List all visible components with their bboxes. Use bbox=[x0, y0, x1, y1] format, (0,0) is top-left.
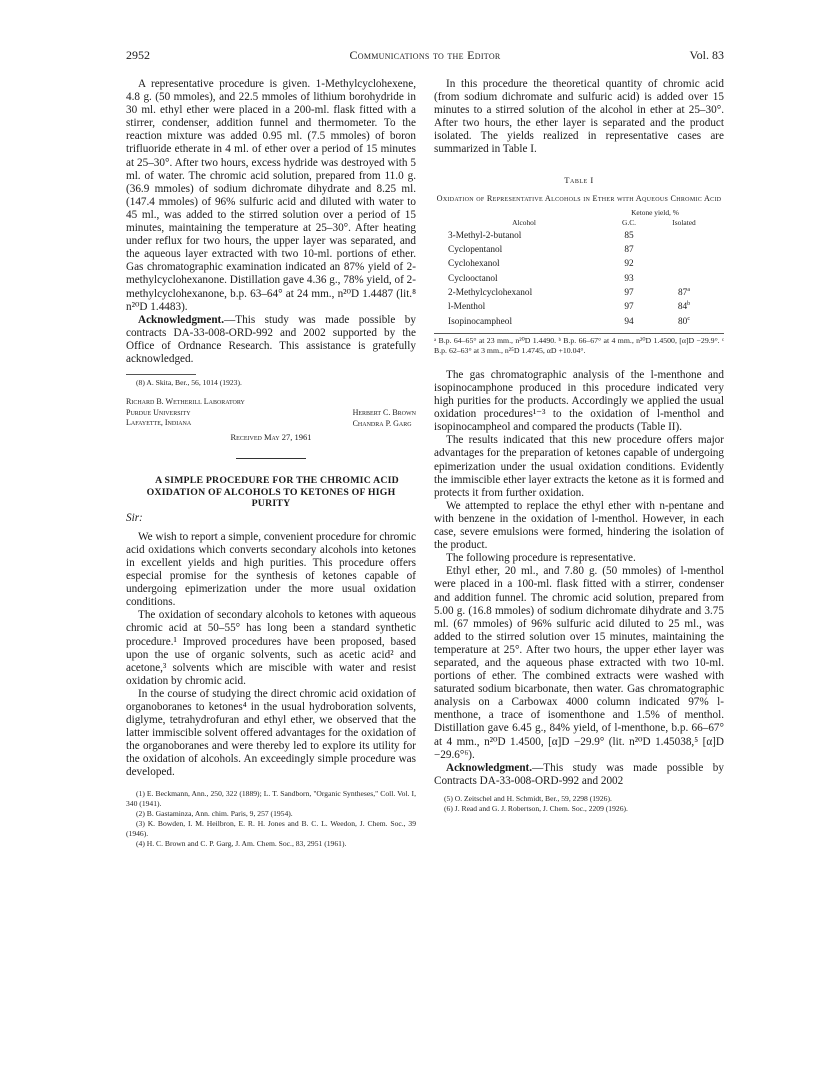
page-header bbox=[126, 48, 724, 64]
procedure-paragraph: A representative procedure is given. 1-Methylcyclohexene, 4.8 g. (50 mmoles), and 22.5 mmoles of lithium borohydride in 30 ml. ethyl ether were placed in a 200-ml. flask fitted with a stirrer, condenser, addition funnel and thermometer. To the reaction mixture was added 0.95 ml. (7.5 mmoles) of boron trifluoride etherate in 4 ml. of ether over a period of 15 minutes at 25–30°. After two hours, excess hydride was destroyed with 5 ml. of water. The chromic acid solution, prepared from 11.0 g. (36.9 mmoles) of sodium dichromate dihydrate and 8.25 ml. (147.4 mmoles) of 96% sulfuric acid and diluted with water to 45 ml., was added to the stirred solution over a period of 15 minutes, maintaining the temperature at 25–30°. After heating under reflux for two hours, the upper layer was separated, and the aqueous layer extracted with two 10-ml. portions of ether. Gas chromatographic examination indicated an 87% yield of 2-methylcyclohexanone. Distillation gave 4.36 g., 78% yield, of 2-methylcyclohexanone, b.p. 63–64° at 24 mm., n²⁰D 1.4487 (lit.⁸ n²⁰D 1.4483). bbox=[126, 78, 416, 313]
cell-isolated-yield bbox=[658, 315, 710, 329]
results-paragraph: The results indicated that this new procedure offers major advantages for the preparation of ketones capable of undergoing epimerization under the usual oxidation conditions. Evidently the immiscible ether layer extracts the ketone as it is formed and protects it from further oxidation. bbox=[434, 434, 724, 499]
article-title: A SIMPLE PROCEDURE FOR THE CHROMIC ACID OXIDATION OF ALCOHOLS TO KETONES OF HIGH PURITY bbox=[146, 475, 399, 510]
footnote-2: (2) B. Gastaminza, Ann. chim. Paris, 9, 257 (1954). bbox=[136, 808, 293, 818]
cell-isolated-yield bbox=[658, 243, 710, 257]
background-paragraph: The oxidation of secondary alcohols to ketones with aqueous chromic acid at 50–55° has long been a standard synthetic procedure.¹ Improved procedures have been proposed, based upon the use of organic solvents, such as acetic acid² and acetone,³ solvents which are miscible with water and resist oxidation by chromic acid. bbox=[126, 609, 416, 687]
right-column bbox=[434, 78, 724, 814]
footnotes-right bbox=[434, 794, 724, 814]
address-city: Lafayette, Indiana bbox=[126, 418, 192, 428]
cell-isolated-yield bbox=[658, 257, 710, 271]
cell-gc-yield: 87 bbox=[624, 245, 634, 256]
address-lines bbox=[126, 397, 245, 429]
table-title: Oxidation of Representative Alcohols in Ether with Aqueous Chromic Acid bbox=[436, 193, 722, 203]
table-row bbox=[448, 286, 710, 300]
footnote-4: (4) H. C. Brown and C. P. Garg, J. Am. Chem. Soc., 83, 2951 (1961). bbox=[136, 838, 347, 848]
footnote-8: (8) A. Skita, Ber., 56, 1014 (1923). bbox=[136, 378, 242, 388]
footnote-1: (1) E. Beckmann, Ann., 250, 322 (1889); L. T. Sandborn, "Organic Syntheses," Coll. Vol. I, 340 (1941). bbox=[126, 788, 416, 808]
solvent-paragraph: We attempted to replace the ethyl ether with n-pentane and with benzene in the oxidation of l-menthol. However, in each case, severe emulsions were formed, hindering the isolation of the product. bbox=[434, 499, 724, 552]
address-university: Purdue University bbox=[126, 407, 191, 417]
results-table bbox=[448, 208, 710, 329]
study-paragraph: In the course of studying the direct chromic acid oxidation of organoboranes to ketones⁴ in the usual hydroboration solvents, diglyme, tetrahydrofuran and ethyl ether, we observed that the latter immiscible solvent offered advantages for the oxidation of the organoboranes and were thereby led to explore its utility for the oxidation of alcohols. An exceedingly simple procedure was developed. bbox=[126, 687, 416, 779]
left-column bbox=[126, 78, 416, 849]
table-body bbox=[448, 229, 710, 329]
author-1: Herbert C. Brown bbox=[352, 408, 416, 418]
footnote-3: (3) K. Bowden, I. M. Heilbron, E. R. H. Jones and B. C. L. Weedon, J. Chem. Soc., 39 (1946). bbox=[126, 818, 416, 838]
author-names bbox=[353, 408, 416, 429]
table-caption: Table I bbox=[564, 174, 594, 185]
volume-label: Vol. 83 bbox=[689, 48, 724, 62]
section-divider bbox=[236, 458, 306, 459]
footnote-marker: a bbox=[687, 286, 690, 293]
footnotes-bottom bbox=[126, 789, 416, 849]
menthol-procedure-paragraph: Ethyl ether, 20 ml., and 7.80 g. (50 mmoles) of l-menthol were placed in a 100-ml. flask fitted with a stirrer, condenser and addition funnel. The chromic acid solution, prepared from 5.00 g. (16.8 mmoles) of sodium dichromate dihydrate and 3.75 ml. (67 mmoles) of 96% sulfuric acid diluted to 25 ml., was added to the stirred solution over 15 minutes, maintaining the temperature at 25°. After two hours, the upper ether layer was separated, and the aqueous phase extracted with two 10-ml. portions of ether. The combined extracts were washed with saturated sodium bicarbonate, then water. Gas chromatographic analysis on a Carbowax 4000 column indicated 97% l-menthone, a trace of isomenthone and 1.5% of menthol. Distillation gave 6.45 g., 84% yield, of l-menthone, b.p. 66–67° at 4 mm., n²⁰D 1.4500, [α]D −29.9° (lit. n²⁰D 1.45038,⁵ [α]D −29.6°⁶). bbox=[434, 565, 724, 761]
cell-gc-yield: 92 bbox=[624, 259, 634, 270]
acknowledgment-paragraph bbox=[126, 314, 416, 366]
table-row bbox=[448, 315, 710, 329]
salutation: Sir: bbox=[126, 511, 143, 524]
cell-alcohol: Cyclopentanol bbox=[448, 245, 503, 256]
cell-alcohol: l-Menthol bbox=[448, 302, 486, 313]
isolated-value: 80 bbox=[678, 316, 688, 327]
cell-gc-yield: 93 bbox=[624, 273, 634, 284]
procedure-summary-paragraph: In this procedure the theoretical quantity of chromic acid (from sodium dichromate and sulfuric acid) is added over 15 minutes to a stirred solution of the alcohol in ether at 25–30°. After two hours, the ether layer is separated and the product isolated. The yields realized in representative cases are summarized in Table I. bbox=[434, 78, 724, 156]
cell-isolated-yield bbox=[658, 286, 710, 300]
footnote-5: (5) O. Zeitschel and H. Schmidt, Ber., 59, 2298 (1926). bbox=[444, 793, 612, 803]
footnote-marker: c bbox=[687, 315, 690, 322]
column-header-gc: G.C. bbox=[622, 218, 636, 228]
author-address bbox=[126, 397, 416, 429]
table-row bbox=[448, 243, 710, 257]
table-row bbox=[448, 229, 710, 243]
acknowledgment-text: —This study was made possible by contracts DA-33-008-ORD-992 and 2002 supported by the Office of Ordnance Research. This assistance is gratefully acknowledged. bbox=[126, 313, 416, 365]
table-row bbox=[448, 300, 710, 314]
footnote-marker: b bbox=[687, 301, 691, 308]
cell-alcohol: Cyclooctanol bbox=[448, 273, 498, 284]
isolated-value: 84 bbox=[677, 302, 688, 313]
cell-gc-yield: 97 bbox=[624, 302, 634, 313]
column-header-alcohol: Alcohol bbox=[512, 218, 536, 228]
received-date: Received May 27, 1961 bbox=[230, 432, 312, 443]
intro-paragraph: We wish to report a simple, convenient procedure for chromic acid oxidations which converts secondary alcohols into ketones in excellent yields and high purities. This procedure offers especial promise for the synthesis of ketones capable of undergoing epimerization under the more usual oxidation conditions. bbox=[126, 530, 416, 609]
cell-alcohol: Cyclohexanol bbox=[448, 259, 500, 270]
column-header-yield: Ketone yield, % bbox=[631, 207, 679, 217]
column-header-isolated: Isolated bbox=[672, 218, 696, 228]
acknowledgment-heading-2: Acknowledgment. bbox=[446, 761, 533, 774]
isolated-value: 87 bbox=[678, 288, 688, 299]
cell-alcohol: Isopinocampheol bbox=[448, 316, 513, 327]
address-lab: Richard B. Wetherill Laboratory bbox=[126, 397, 245, 407]
cell-alcohol: 2-Methylcyclohexanol bbox=[448, 288, 533, 299]
table-row bbox=[448, 257, 710, 271]
representative-paragraph: The following procedure is representative. bbox=[446, 552, 636, 565]
cell-isolated-yield bbox=[658, 272, 710, 286]
acknowledgment-paragraph-2 bbox=[434, 762, 724, 788]
footnote-6: (6) J. Read and G. J. Robertson, J. Chem. Soc., 2209 (1926). bbox=[444, 803, 628, 813]
acknowledgment-text-2: —This study was made possible by Contracts DA-33-008-ORD-992 and 2002 bbox=[434, 761, 724, 787]
cell-alcohol: 3-Methyl-2-butanol bbox=[448, 230, 522, 241]
table-footnote: ᵃ B.p. 64–65° at 23 mm., n²⁰D 1.4490. ᵇ B.p. 66–67° at 4 mm., n²⁰D 1.4500, [α]D −29.9°. ᶜ B.p. 62–63° at 3 mm., n²⁵D 1.4745, αD +10.04°. bbox=[434, 333, 724, 356]
acknowledgment-heading: Acknowledgment. bbox=[138, 313, 225, 326]
cell-gc-yield: 94 bbox=[624, 316, 634, 327]
cell-gc-yield: 97 bbox=[624, 288, 634, 299]
footnotes-top bbox=[126, 378, 416, 388]
table-row bbox=[448, 272, 710, 286]
page-number: 2952 bbox=[126, 48, 150, 62]
cell-gc-yield: 85 bbox=[624, 230, 634, 241]
cell-isolated-yield bbox=[658, 300, 710, 314]
cell-isolated-yield bbox=[658, 229, 710, 243]
running-title: Communications to the Editor bbox=[349, 48, 501, 62]
footnote-rule bbox=[126, 374, 196, 375]
analysis-paragraph: The gas chromatographic analysis of the l-menthone and isopinocamphone produced in this procedure indicated very high purities for the products. Accordingly we applied the usual oxidation procedures¹⁻³ to the oxidation of l-menthol and isopinocampheol and compared the products (Table II). bbox=[434, 368, 724, 434]
author-2: Chandra P. Garg bbox=[352, 418, 412, 428]
